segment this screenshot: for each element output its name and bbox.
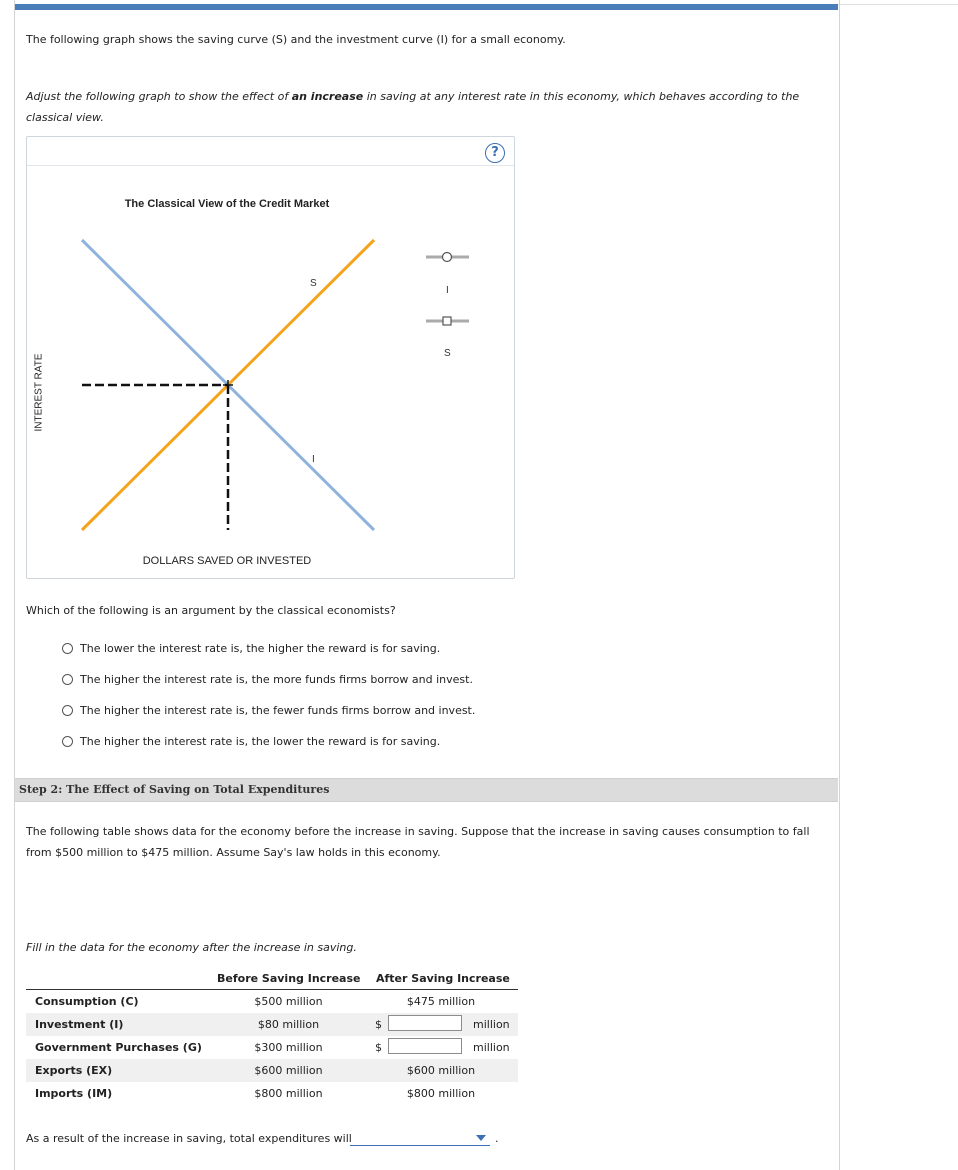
result-text: As a result of the increase in saving, total expenditures will [26,1132,352,1145]
radio-icon[interactable] [62,736,73,747]
palette-saving-handle[interactable] [443,317,451,325]
row-label: Consumption (C) [35,995,139,1008]
total-expenditures-dropdown[interactable] [350,1130,490,1146]
table-row [26,1059,518,1082]
instructions-text [26,86,816,128]
investment-after-input[interactable] [388,1015,462,1031]
palette-investment-label: I [446,285,449,296]
answer-option-4[interactable] [62,734,440,748]
step-2-paragraph: The following table shows data for the economy before the increase in saving. Suppose that the increase in saving causes consumption to fall from $500 million to $475 million. Assume Say's law holds in this economy. [26,825,810,859]
fill-prompt: Fill in the data for the economy after the increase in saving. [26,941,357,954]
question-prompt: Which of the following is an argument by the classical economists? [26,604,396,617]
palette-investment-tool[interactable] [426,253,469,262]
column-header-after: After Saving Increase [376,972,510,985]
step-2-header [15,778,838,802]
instructions-pre: Adjust the following graph to show the effect of [26,90,292,103]
before-value: $80 million [257,1018,320,1031]
instructions-post: in saving at any interest rate in this economy, which behaves according to the classical view. [26,90,800,124]
graph-panel [26,136,515,579]
after-value: $800 million [406,1087,476,1100]
government-after-input[interactable] [388,1038,462,1054]
intro-text: The following graph shows the saving curve (S) and the investment curve (I) for a small economy. [26,33,566,46]
help-icon[interactable]: ? [485,143,505,163]
answer-option-label: The higher the interest rate is, the fewer funds firms borrow and invest. [80,703,476,717]
radio-icon[interactable] [62,643,73,654]
before-value: $300 million [254,1041,323,1054]
table-row [26,1013,518,1036]
table-row [26,1082,518,1105]
instructions-bold: an increase [291,90,364,103]
unit-label: million [473,1041,510,1054]
table-row [26,990,518,1013]
column-header-before: Before Saving Increase [217,972,361,985]
answer-option-1[interactable] [62,641,440,655]
credit-market-graph[interactable] [27,137,514,578]
radio-icon[interactable] [62,705,73,716]
row-label: Government Purchases (G) [35,1041,202,1054]
palette-saving-label: S [444,348,451,359]
row-label: Imports (IM) [35,1087,113,1100]
after-value: $600 million [406,1064,476,1077]
x-axis-label: DOLLARS SAVED OR INVESTED [142,555,312,567]
radio-icon[interactable] [62,674,73,685]
answer-option-label: The higher the interest rate is, the more funds firms borrow and invest. [80,672,473,686]
table-row [26,1036,518,1059]
graph-title: The Classical View of the Credit Market [124,198,330,210]
answer-option-label: The higher the interest rate is, the lower the reward is for saving. [80,734,441,748]
answer-option-3[interactable] [62,703,475,717]
before-value: $600 million [254,1064,323,1077]
palette-investment-handle[interactable] [443,253,452,262]
palette-saving-tool[interactable] [426,317,469,325]
row-label: Exports (EX) [35,1064,113,1077]
chevron-down-icon[interactable] [476,1135,486,1141]
before-value: $500 million [254,995,323,1008]
row-label: Investment (I) [35,1018,124,1031]
investment-curve-label: I [312,454,315,465]
dollar-sign: $ [375,1041,382,1054]
y-axis-label: INTEREST RATE [33,353,45,432]
step-2-title: Step 2: The Effect of Saving on Total Expenditures [19,783,330,796]
saving-curve-label: S [310,278,317,289]
after-value: $475 million [406,995,476,1008]
answer-option-2[interactable] [62,672,473,686]
before-value: $800 million [254,1087,323,1100]
unit-label: million [473,1018,510,1031]
answer-option-label: The lower the interest rate is, the higher the reward is for saving. [80,641,441,655]
top-divider [838,4,958,5]
result-period: . [495,1132,499,1145]
dollar-sign: $ [375,1018,382,1031]
